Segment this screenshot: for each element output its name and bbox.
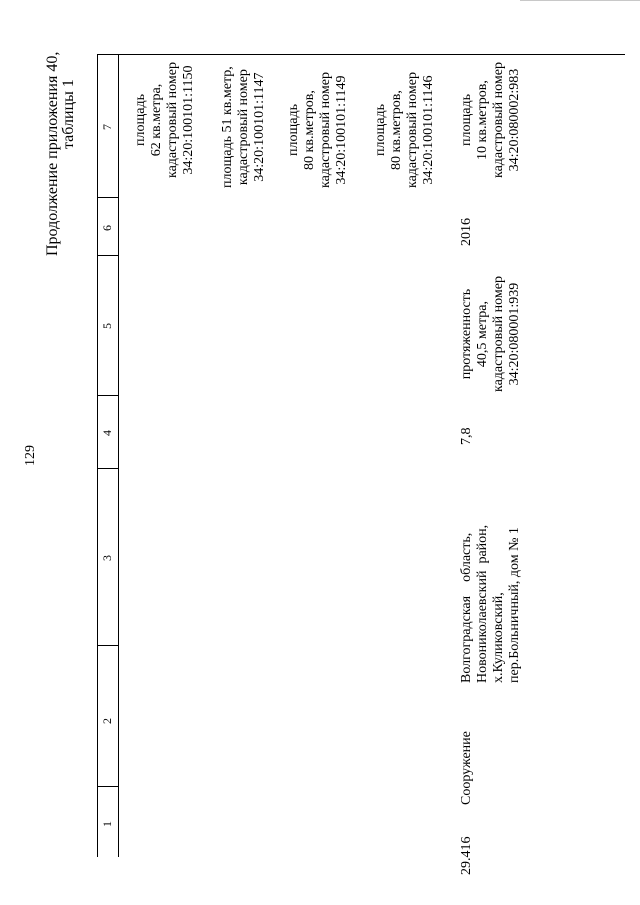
col-divider-1-2 [97,786,118,787]
row-name: Сооружение [459,731,474,805]
col-divider-2-3 [97,645,118,646]
col-number-2: 2 [100,718,114,724]
row-value: 7,8 [459,427,474,445]
row-address: Волгоградская область, Новониколаевский район, х.Куликовский, пер.Больничный, дом № 1 [459,524,522,683]
col-divider-3-4 [97,468,118,469]
continuation-cell-1: площадь 62 кв.метра, кадастровый номер 34:20:100101:1150 [133,62,196,178]
row-note: площадь 10 кв.метров, кадастровый номер 34:20:080002:983 [459,62,522,178]
col-divider-5-6 [97,255,118,256]
row-year: 2016 [459,218,474,246]
col-number-1: 1 [100,821,114,827]
heading-line1: Продолжение приложения 40, [44,51,61,256]
col-divider-4-5 [97,395,118,396]
table-header-row-border [118,54,119,857]
heading-line2: таблицы 1 [60,79,77,149]
page-number: 129 [23,445,38,466]
continuation-cell-3: площадь 80 кв.метров, кадастровый номер 34:20:100101:1149 [286,72,349,188]
continuation-cell-4: площадь 80 кв.метров, кадастровый номер 34:20:100101:1146 [373,72,436,188]
col-number-6: 6 [100,225,114,231]
continuation-cell-2: площадь 51 кв.метр, кадастровый номер 34:20:100101:1147 [220,66,267,188]
table-top-border [97,54,625,55]
row-characteristics: протяженность 40,5 метра, кадастровый номер 34:20:080001:939 [459,276,522,392]
row-number: 29.416 [459,836,474,875]
col-number-3: 3 [100,555,114,561]
table-left-border [97,54,98,857]
col-number-7: 7 [100,124,114,130]
col-number-4: 4 [100,430,114,436]
top-edge-line [520,0,640,1]
col-number-5: 5 [100,323,114,329]
col-divider-6-7 [97,197,118,198]
